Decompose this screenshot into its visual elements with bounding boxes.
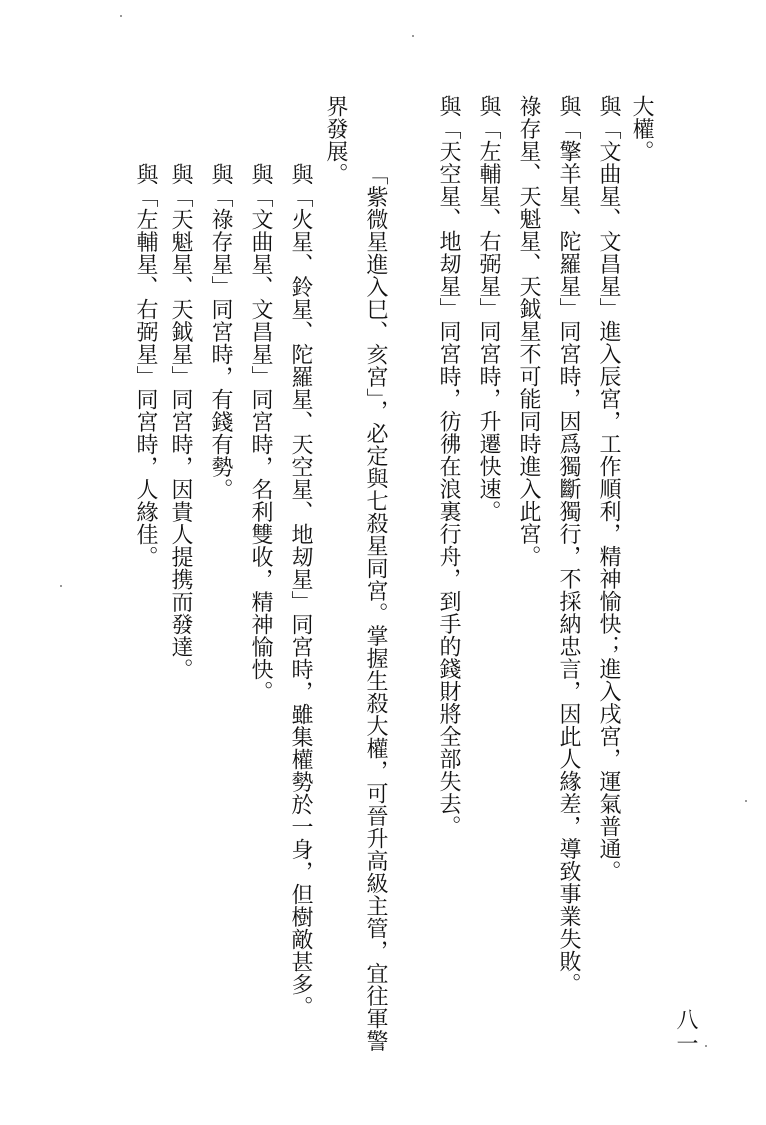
text-column-6: 與「天空星、地刼星」同宮時，彷彿在浪裏行舟，到手的錢財將全部失去。: [436, 95, 461, 838]
scan-speck: [705, 1045, 707, 1047]
text-column-13: 與「左輔星、右弼星」同宮時，人緣佳。: [133, 163, 158, 568]
text-column-4: 祿存星、天魁星、天鉞星不可能同時進入此宮。: [516, 95, 541, 568]
scan-speck: [120, 15, 122, 17]
text-column-5: 與「左輔星、右弼星」同宮時，升遷快速。: [476, 95, 501, 523]
text-column-11: 與「祿存星」同宮時，有錢有勢。: [208, 163, 233, 501]
text-column-2: 與「文曲星、文昌星」進入辰宮，工作順利，精神愉快；進入戌宮，運氣普通。: [596, 95, 621, 883]
page-number: 八一: [673, 1008, 698, 1056]
scan-speck: [745, 800, 747, 802]
text-column-12: 與「天魁星、天鉞星」同宮時，因貴人提携而發達。: [168, 163, 193, 681]
scan-speck: [412, 35, 414, 37]
text-column-7: 「紫微星進入巳、亥宮」，必定與七殺星同宮。掌握生殺大權，可晉升高級主管，宜往軍警: [363, 163, 388, 1052]
scan-speck: [60, 585, 62, 587]
text-column-9: 與「火星、鈴星、陀羅星、天空星、地刼星」同宮時，雖集權勢於一身，但樹敵甚多。: [288, 163, 313, 1018]
text-column-3: 與「擎羊星、陀羅星」同宮時，因爲獨斷獨行，不採納忠言，因此人緣差，導致事業失敗。: [556, 95, 581, 995]
text-column-1: 大權。: [629, 95, 654, 163]
text-column-10: 與「文曲星、文昌星」同宮時，名利雙收，精神愉快。: [248, 163, 273, 703]
text-column-8: 界發展。: [323, 95, 348, 185]
